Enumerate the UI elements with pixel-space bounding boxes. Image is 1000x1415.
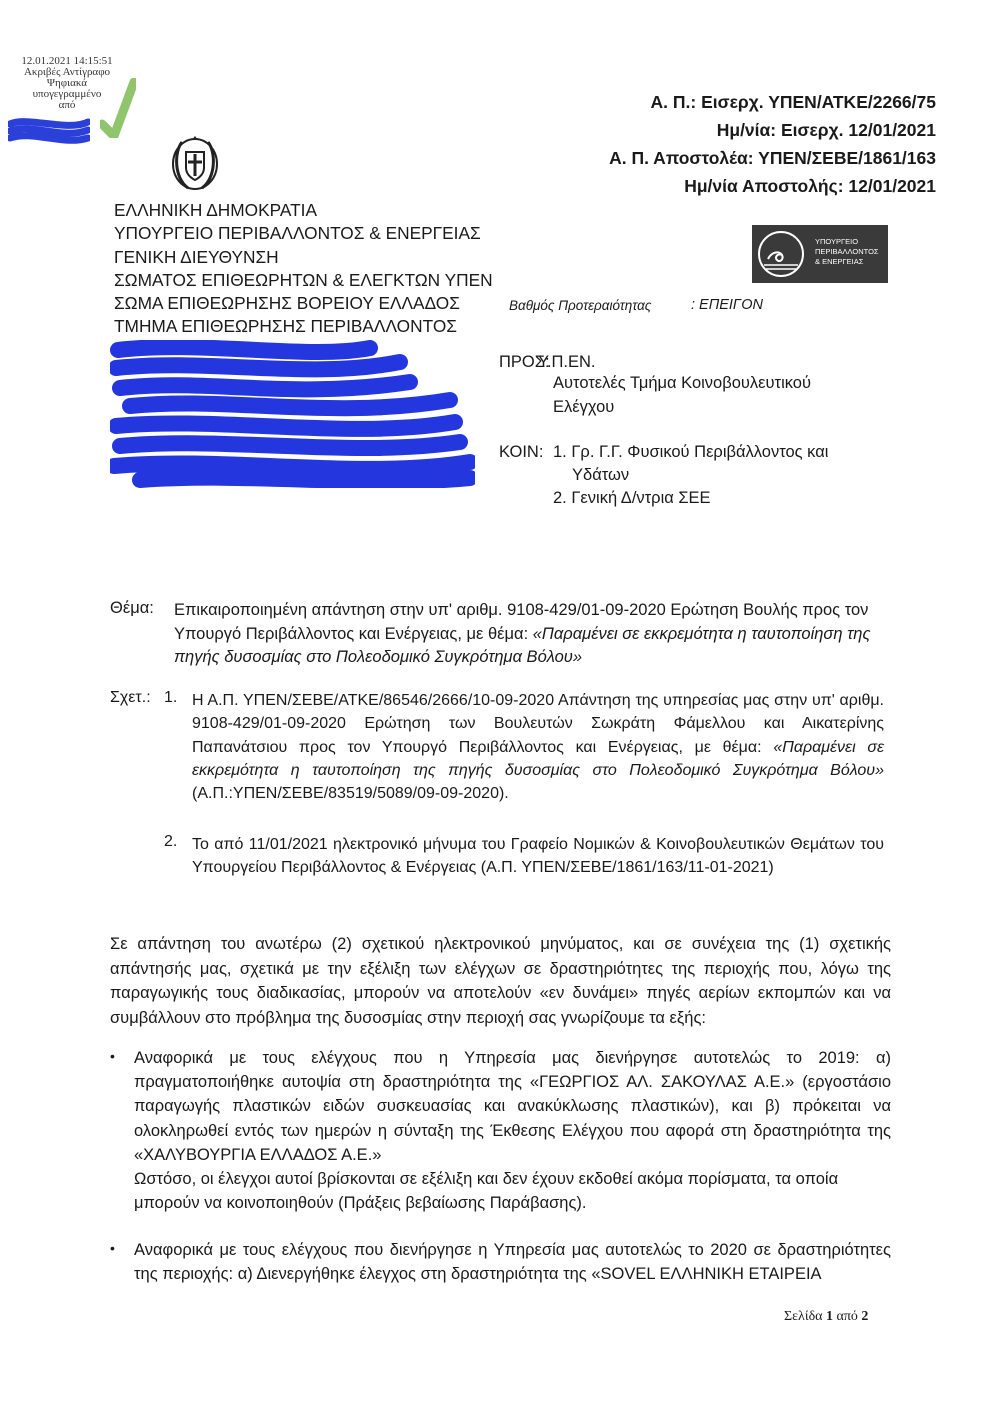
recipient-to-line: Αυτοτελές Τμήμα Κοινοβουλευτικού	[553, 374, 811, 392]
redaction-scribble	[110, 340, 475, 488]
page-label: Σελίδα	[784, 1309, 823, 1324]
protocol-send-date: Ημ/νία Αποστολής: 12/01/2021	[684, 176, 936, 196]
bullet-item-extra: Ωστόσο, οι έλεγχοι αυτοί βρίσκονται σε εξέλιξη και δεν έχουν εκδοθεί ακόμα πορίσματα, τα οποία μπορούν να κοινοποιηθούν (Πράξεις βεβαίωσης Παράβασης).	[134, 1170, 839, 1213]
related-item-text: Το από 11/01/2021 ηλεκτρονικό μήνυμα του Γραφείο Νομικών & Κοινοβουλευτικών Θεμάτων του Υπουργείου Περιβάλλοντος & Ενέργειας (Α.Π. ΥΠΕΝ/ΣΕΒΕ/1861/163/11-01-2021)	[192, 836, 884, 877]
protocol-in-date: Ημ/νία: Εισερχ. 12/01/2021	[716, 120, 936, 140]
priority-value: : ΕΠΕΙΓΟΝ	[691, 297, 763, 313]
logo-line: & ΕΝΕΡΓΕΙΑΣ	[815, 257, 864, 266]
greek-coat-of-arms-icon	[168, 134, 222, 192]
ministry-line: ΣΩΜΑ ΕΠΙΘΕΩΡΗΣΗΣ ΒΟΡΕΙΟΥ ΕΛΛΑΔΟΣ	[114, 293, 460, 314]
redaction-scribble	[8, 118, 90, 144]
signature-line: Ακριβές Αντίγραφο	[23, 66, 111, 78]
ministry-logo-text	[815, 237, 879, 267]
bullet-item	[134, 1046, 891, 1215]
related-item-title: «Παραμένει σε εκκρεμότητα η ταυτοποίηση της πηγής δυσοσμίας στο Πολεοδομικό Συγκρότημα Βόλου»	[192, 738, 885, 779]
bullet-item-text: Αναφορικά με τους ελέγχους που διενήργησε η Υπηρεσία μας αυτοτελώς το 2020 σε δραστηριότητες της περιοχής: α) Διενεργήθηκε έλεγχος στη δραστηριότητα της «SOVEL ΕΛΛΗΝΙΚΗ ΕΤΑΙΡΕΙΑ	[134, 1241, 891, 1284]
priority-label: Βαθμός Προτεραιότητας	[509, 298, 652, 313]
bullet-item	[134, 1238, 891, 1286]
related-item-number: 2.	[164, 833, 178, 850]
signature-datetime: 12.01.2021 14:15:51	[21, 55, 113, 67]
signature-line: Ψηφιακά	[46, 77, 88, 89]
signature-line: από	[58, 99, 76, 111]
subject-title: «Παραμένει σε εκκρεμότητα η ταυτοποίηση της πηγής δυσοσμίας στο Πολεοδομικό Συγκρότημα Βόλου»	[174, 624, 871, 666]
protocol-in-number: Α. Π.: Εισερχ. ΥΠΕΝ/ΑΤΚΕ/2266/75	[650, 92, 936, 112]
body-intro-paragraph: Σε απάντηση του ανωτέρω (2) σχετικού ηλεκτρονικού μηνύματος, και σε συνέχεια της (1) σχετικής απάντησής μας, σχετικά με την εξέλιξη των ελέγχων σε δραστηριότητες της περιοχής που, λόγω της παραγωγικής τους διαδικασίας, μπορούν να αποτελούν «εν δυνάμει» πηγές αερίων εκπομπών και να συμβάλλουν στο πρόβλημα της δυσοσμίας στην περιοχή σας γνωρίζουμε τα εξής:	[110, 935, 891, 1027]
ministry-line: ΕΛΛΗΝΙΚΗ ΔΗΜΟΚΡΑΤΙΑ	[114, 200, 317, 220]
related-item	[192, 833, 884, 880]
recipient-cc-line: 2. Γενική Δ/ντρια ΣΕΕ	[553, 489, 711, 507]
page-of-label: από	[836, 1309, 858, 1324]
recipient-cc-line: 1. Γρ. Γ.Γ. Φυσικού Περιβάλλοντος και	[553, 443, 829, 461]
bullet-item-text: Αναφορικά με τους ελέγχους που η Υπηρεσία μας διενήργησε αυτοτελώς το 2019: α) πραγματοποιήθηκε αυτοψία στη δραστηριότητα της «ΓΕΩΡΓΙΟΣ ΑΛ. ΣΑΚΟΥΛΑΣ Α.Ε.» (εργοστάσιο παραγωγής πλαστικών ειδών συσκευασίας και ανακύκλωσης πλαστικών), και β) πρόκειται να ολοκληρωθεί εντός των ημερών η σύνταξη της Έκθεσης Ελέγχου που αφορά στη δραστηριότητα της «ΧΑΛΥΒΟΥΡΓΙΑ ΕΛΛΑΔΟΣ Α.Ε.»	[134, 1049, 891, 1164]
ministry-line: ΣΩΜΑΤΟΣ ΕΠΙΘΕΩΡΗΤΩΝ & ΕΛΕΓΚΤΩΝ ΥΠΕΝ	[114, 269, 493, 290]
recipient-to-label: ΠΡΟΣ:	[499, 353, 550, 371]
recipient-to-line: Υ.Π.ΕΝ.	[538, 353, 596, 371]
recipient-cc-line: Υδάτων	[572, 466, 630, 484]
bullet-icon: •	[110, 1048, 115, 1064]
page-number	[784, 1309, 868, 1325]
page-total: 2	[861, 1309, 869, 1324]
related-item-ref: (Α.Π.:ΥΠΕΝ/ΣΕΒΕ/83519/5089/09-09-2020).	[192, 785, 509, 803]
bullet-icon: •	[110, 1240, 115, 1256]
ministry-line: ΥΠΟΥΡΓΕΙΟ ΠΕΡΙΒΑΛΛΟΝΤΟΣ & ΕΝΕΡΓΕΙΑΣ	[114, 223, 481, 244]
recipient-to-line: Ελέγχου	[553, 398, 615, 416]
related-label: Σχετ.:	[110, 689, 151, 706]
related-item-text: Η Α.Π. ΥΠΕΝ/ΣΕΒΕ/ΑΤΚΕ/86546/2666/10-09-2020 Απάντηση της υπηρεσίας μας στην υπ' αριθμ. 9108-429/01-09-2020 Ερώτηση των Βουλευτών Σωκράτη Φάμελλου και Αικατερίνης Παπανάτσιου προς τον Υπουργό Περιβάλλοντος και Ενέργειας, με θέμα:	[192, 692, 884, 756]
page-current: 1	[826, 1309, 834, 1324]
subject-body: Επικαιροποιημένη απάντηση στην υπ' αριθμ. 9108-429/01-09-2020 Ερώτηση Βουλής προς τον Υπουργό Περιβάλλοντος και Ενέργειας, με θέμα:	[174, 601, 869, 643]
protocol-metadata	[609, 88, 936, 200]
recipient-cc-label: ΚΟΙΝ:	[499, 443, 544, 461]
related-item-number: 1.	[164, 689, 178, 706]
ministry-line: ΓΕΝΙΚΗ ΔΙΕΥΘΥΝΣΗ	[114, 246, 279, 267]
subject-text	[174, 599, 899, 670]
logo-line: ΥΠΟΥΡΓΕΙΟ	[815, 237, 859, 246]
ministry-header	[114, 199, 493, 339]
ministry-line: ΤΜΗΜΑ ΕΠΙΘΕΩΡΗΣΗΣ ΠΕΡΙΒΑΛΛΟΝΤΟΣ	[114, 316, 457, 337]
subject-label: Θέμα:	[110, 599, 154, 617]
signature-check-icon	[100, 78, 136, 138]
spiral-logo-icon	[752, 225, 810, 283]
related-item	[192, 689, 884, 805]
protocol-sender-number: Α. Π. Αποστολέα: ΥΠΕΝ/ΣΕΒΕ/1861/163	[609, 148, 936, 168]
signature-line: υπογεγραμμένο	[32, 88, 102, 100]
logo-line: ΠΕΡΙΒΑΛΛΟΝΤΟΣ	[815, 247, 879, 256]
